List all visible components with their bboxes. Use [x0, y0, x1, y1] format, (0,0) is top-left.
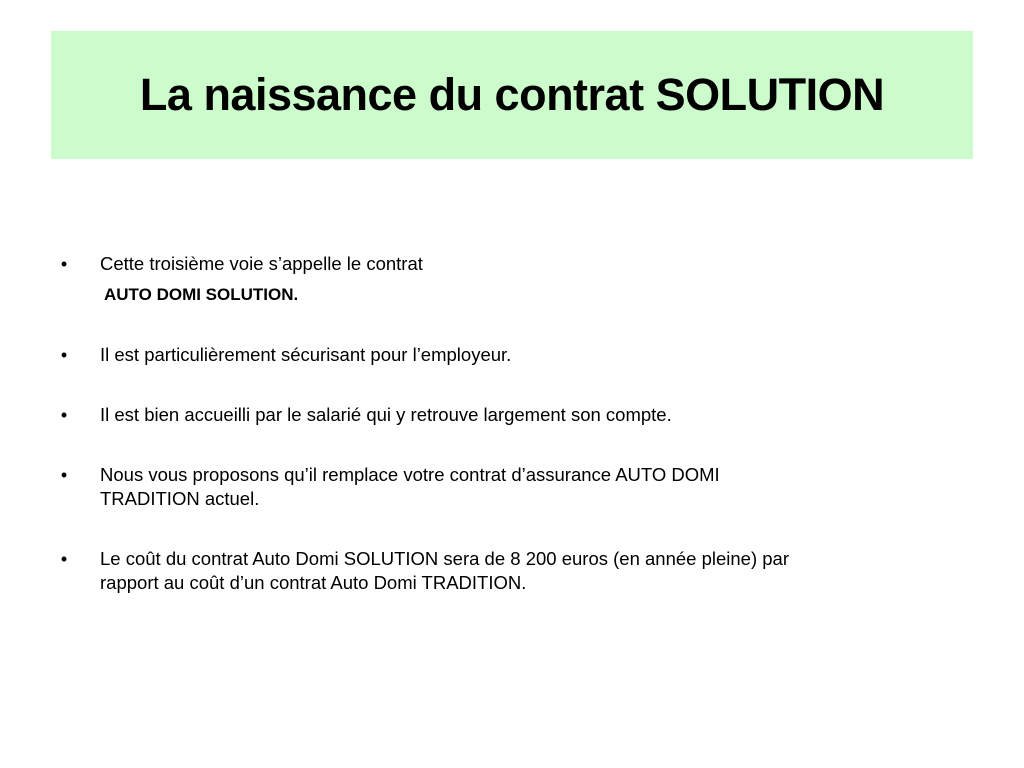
slide-title: La naissance du contrat SOLUTION	[139, 69, 885, 120]
bullet-item	[58, 252, 978, 307]
bullet-icon: •	[60, 254, 68, 274]
bullet-text: Nous vous proposons qu’il remplace votre contrat d’assurance AUTO DOMI	[100, 464, 720, 485]
bullet-text: Cette troisième voie s’appelle le contrat	[100, 253, 423, 274]
bullet-text: Le coût du contrat Auto Domi SOLUTION sera de 8 200 euros (en année pleine) par	[100, 548, 790, 569]
bullet-icon: •	[60, 465, 68, 485]
bullet-subtext: AUTO DOMI SOLUTION.	[104, 285, 299, 304]
bullet-icon: •	[60, 405, 68, 425]
title-banner	[51, 31, 973, 159]
bullet-item	[58, 463, 978, 511]
bullet-item	[58, 403, 978, 427]
bullet-icon: •	[60, 345, 68, 365]
bullet-text: rapport au coût d’un contrat Auto Domi TRADITION.	[100, 572, 527, 593]
bullet-text: TRADITION actuel.	[100, 488, 260, 509]
bullet-item	[58, 343, 978, 367]
bullet-item	[58, 547, 978, 595]
bullet-text: Il est particulièrement sécurisant pour l’employeur.	[100, 344, 512, 365]
bullet-icon: •	[60, 549, 68, 569]
bullet-list	[58, 252, 978, 631]
bullet-text: Il est bien accueilli par le salarié qui y retrouve largement son compte.	[100, 404, 672, 425]
